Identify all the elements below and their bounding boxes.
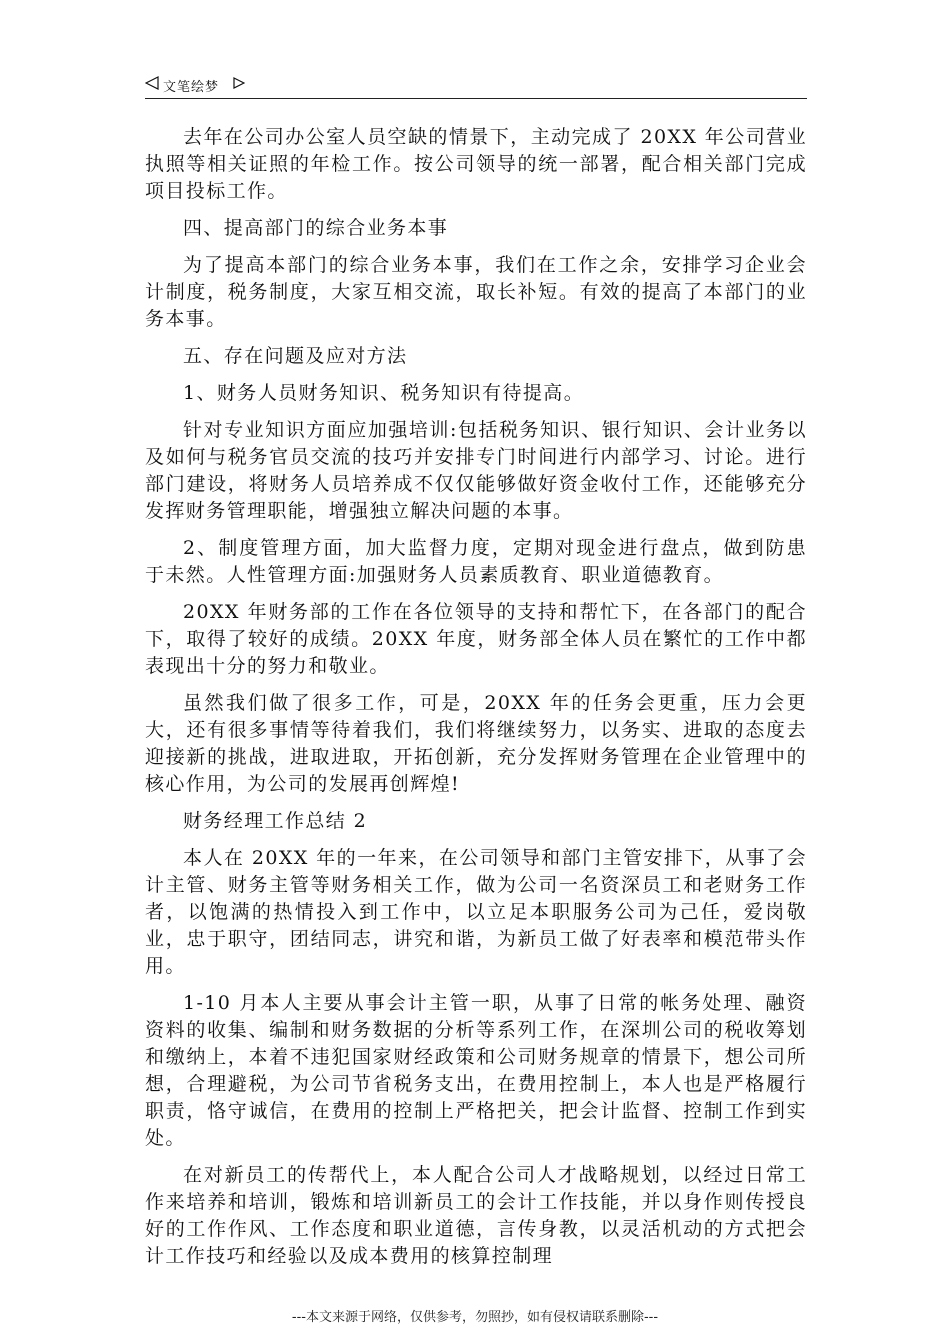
paragraph: 虽然我们做了很多工作，可是，20XX 年的任务会更重，压力会更大，还有很多事情等待着我们，我们将继续努力，以务实、进取的态度去迎接新的挑战，进取进取，开拓创新，充分发挥财务管理在企业管理中的核心作用，为公司的发展再创辉煌! (145, 692, 807, 795)
footer-notice: ---本文来源于网络，仅供参考，勿照抄，如有侵权请联系删除--- (291, 1310, 659, 1325)
paragraph: 20XX 年财务部的工作在各位领导的支持和帮忙下，在各部门的配合下，取得了较好的成绩。20XX 年度，财务部全体人员在繁忙的工作中都表现出十分的努力和敬业。 (145, 601, 807, 677)
paragraph: 本人在 20XX 年的一年来，在公司领导和部门主管安排下，从事了会计主管、财务主管等财务相关工作，做为公司一名资深员工和老财务工作者，以饱满的热情投入到工作中，以立足本职服务公司为己任，爱岗敬业，忠于职守，团结同志，讲究和谐，为新员工做了好表率和模范带头作用。 (145, 847, 807, 977)
paragraph: 去年在公司办公室人员空缺的情景下，主动完成了 20XX 年公司营业执照等相关证照的年检工作。按公司领导的统一部署，配合相关部门完成项目投标工作。 (145, 126, 807, 202)
paragraph: 1-10 月本人主要从事会计主管一职，从事了日常的帐务处理、融资资料的收集、编制和财务数据的分析等系列工作，在深圳公司的税收筹划和缴纳上，本着不违犯国家财经政策和公司财务规章的情景下，想公司所想，合理避税，为公司节省税务支出，在费用控制上，本人也是严格履行职责，恪守诚信，在费用的控制上严格把关，把会计监督、控制工作到实处。 (145, 992, 807, 1149)
page-header (145, 72, 807, 99)
paragraph: 针对专业知识方面应加强培训:包括税务知识、银行知识、会计业务以及如何与税务官员交流的技巧并安排专门时间进行内部学习、讨论。进行部门建设，将财务人员培养成不仅仅能够做好资金收付工作，还能够充分发挥财务管理职能，增强独立解决问题的本事。 (145, 419, 807, 522)
list-item: 1、财务人员财务知识、税务知识有待提高。 (183, 382, 585, 404)
document-title: 财务经理工作总结 2 (183, 810, 368, 832)
list-item: 2、制度管理方面，加大监督力度，定期对现金进行盘点，做到防患于未然。人性管理方面:加强财务人员素质教育、职业道德教育。 (145, 537, 807, 586)
triangle-left-icon[interactable] (145, 76, 159, 90)
document-body (145, 124, 807, 1280)
section-heading: 四、提高部门的综合业务本事 (183, 217, 449, 239)
paragraph: 为了提高本部门的综合业务本事，我们在工作之余，安排学习企业会计制度，税务制度，大家互相交流，取长补短。有效的提高了本部门的业务本事。 (145, 254, 807, 330)
section-heading: 五、存在问题及应对方法 (183, 345, 408, 367)
paragraph: 在对新员工的传帮代上，本人配合公司人才战略规划，以经过日常工作来培养和培训，锻炼和培训新员工的会计工作技能，并以身作则传授良好的工作作风、工作态度和职业道德，言传身教，以灵活机动的方式把会计工作技巧和经验以及成本费用的核算控制理 (145, 1164, 807, 1267)
triangle-right-icon[interactable] (233, 77, 245, 89)
brand-name: 文笔绘梦 (163, 80, 220, 95)
